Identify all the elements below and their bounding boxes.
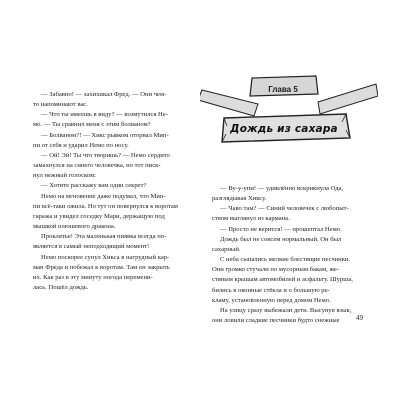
chapter-label: Глава 5 xyxy=(268,85,298,94)
paragraph-line: Немо на мгновение даже подумал, что Мип- xyxy=(41,192,166,200)
chapter-title: Дождь из сахара xyxy=(230,123,338,135)
paragraph-line: Проклятье! Эта маленькая пиявка всегда по- xyxy=(41,233,167,241)
paragraph-line: они ловили сладкие песчинки будто снежные xyxy=(212,317,340,325)
paragraph-line: — Хотите расскажу вам один секрет? xyxy=(41,182,147,190)
paragraph-line: пи от себя и ударил Немо по носу. xyxy=(33,141,129,149)
paragraph-line: их. Как раз в эту минуту погода перемени- xyxy=(33,273,153,281)
paragraph-line: то напоминают вас. xyxy=(33,101,88,109)
paragraph-line: замахнулся на синего человечка, но тот писк- xyxy=(33,162,161,170)
paragraph-line: ман Фреда и побежал к воротам. Там он закрыть xyxy=(33,263,170,271)
paragraph-line: кламу, установленную перед домом Немо. xyxy=(212,296,331,304)
right-text-column xyxy=(212,184,370,326)
tape-strip-left xyxy=(200,90,258,116)
paragraph-line: — Что ты имеешь в виду? — возмутился Не- xyxy=(41,111,168,119)
paragraph-line: ством выглянул из кармана. xyxy=(212,215,290,223)
paragraph-line: нул нежный голоском: xyxy=(33,172,97,180)
paragraph-line: — Чаво там? — Синий человечек с любопыт- xyxy=(220,205,349,213)
paragraph-line: мышкой плюшевого дракона. xyxy=(33,223,116,231)
paragraph-line: Дождь был не совсем нормальный. Он был xyxy=(220,235,342,243)
paragraph-line: — Ву-у-упи! — удивлённо вскрикнула Ода, xyxy=(220,185,344,192)
paragraph-line: мо. — Ты сравнил меня с этим болваном? xyxy=(33,121,151,129)
paragraph-line: разглядывая Хиксу. xyxy=(212,195,267,203)
page-number: 49 xyxy=(356,314,363,322)
paragraph-line: — Забавно! — захихикал Фред. — Они чем- xyxy=(41,91,167,98)
paragraph-line: пи всё-таки ожила. Но тут он повернулся к воротам xyxy=(33,202,178,210)
tape-strip-right xyxy=(318,84,378,114)
paragraph-line: гаража и увидел соседку Мари, держащую под xyxy=(33,212,165,220)
paragraph-line: Они громко стучали по мусорным бакам, же- xyxy=(212,266,340,274)
chapter-title-tape-art xyxy=(200,66,378,158)
paragraph-line: лась. Пошёл дождь. xyxy=(33,283,89,291)
paragraph-line: является в самый неподходящий момент! xyxy=(33,243,150,251)
paragraph-line: На улицу сразу выбежали дети. Высунув язык, xyxy=(220,306,352,314)
paragraph-line: С неба сыпались мелкие блестящие песчинки. xyxy=(220,256,351,264)
paragraph-line: бились в оконные стёкла и о большую ре- xyxy=(212,286,330,294)
left-text-column xyxy=(33,90,190,293)
paragraph-line: сахарный. xyxy=(212,245,241,253)
paragraph-line: — Болваном?! — Хикс рывком оторвал Мип- xyxy=(41,131,169,139)
paragraph-line: Немо поскорее сунул Хикса в нагрудный кар- xyxy=(41,253,170,261)
paragraph-line: стяным крышам автомобилей и асфальту. Шурша, xyxy=(212,276,353,284)
paragraph-line: — Просто не верится! — прошептал Немо. xyxy=(220,225,342,233)
paragraph-line: — Ой! Эй! Ты что творишь? — Немо сердито xyxy=(41,151,170,159)
